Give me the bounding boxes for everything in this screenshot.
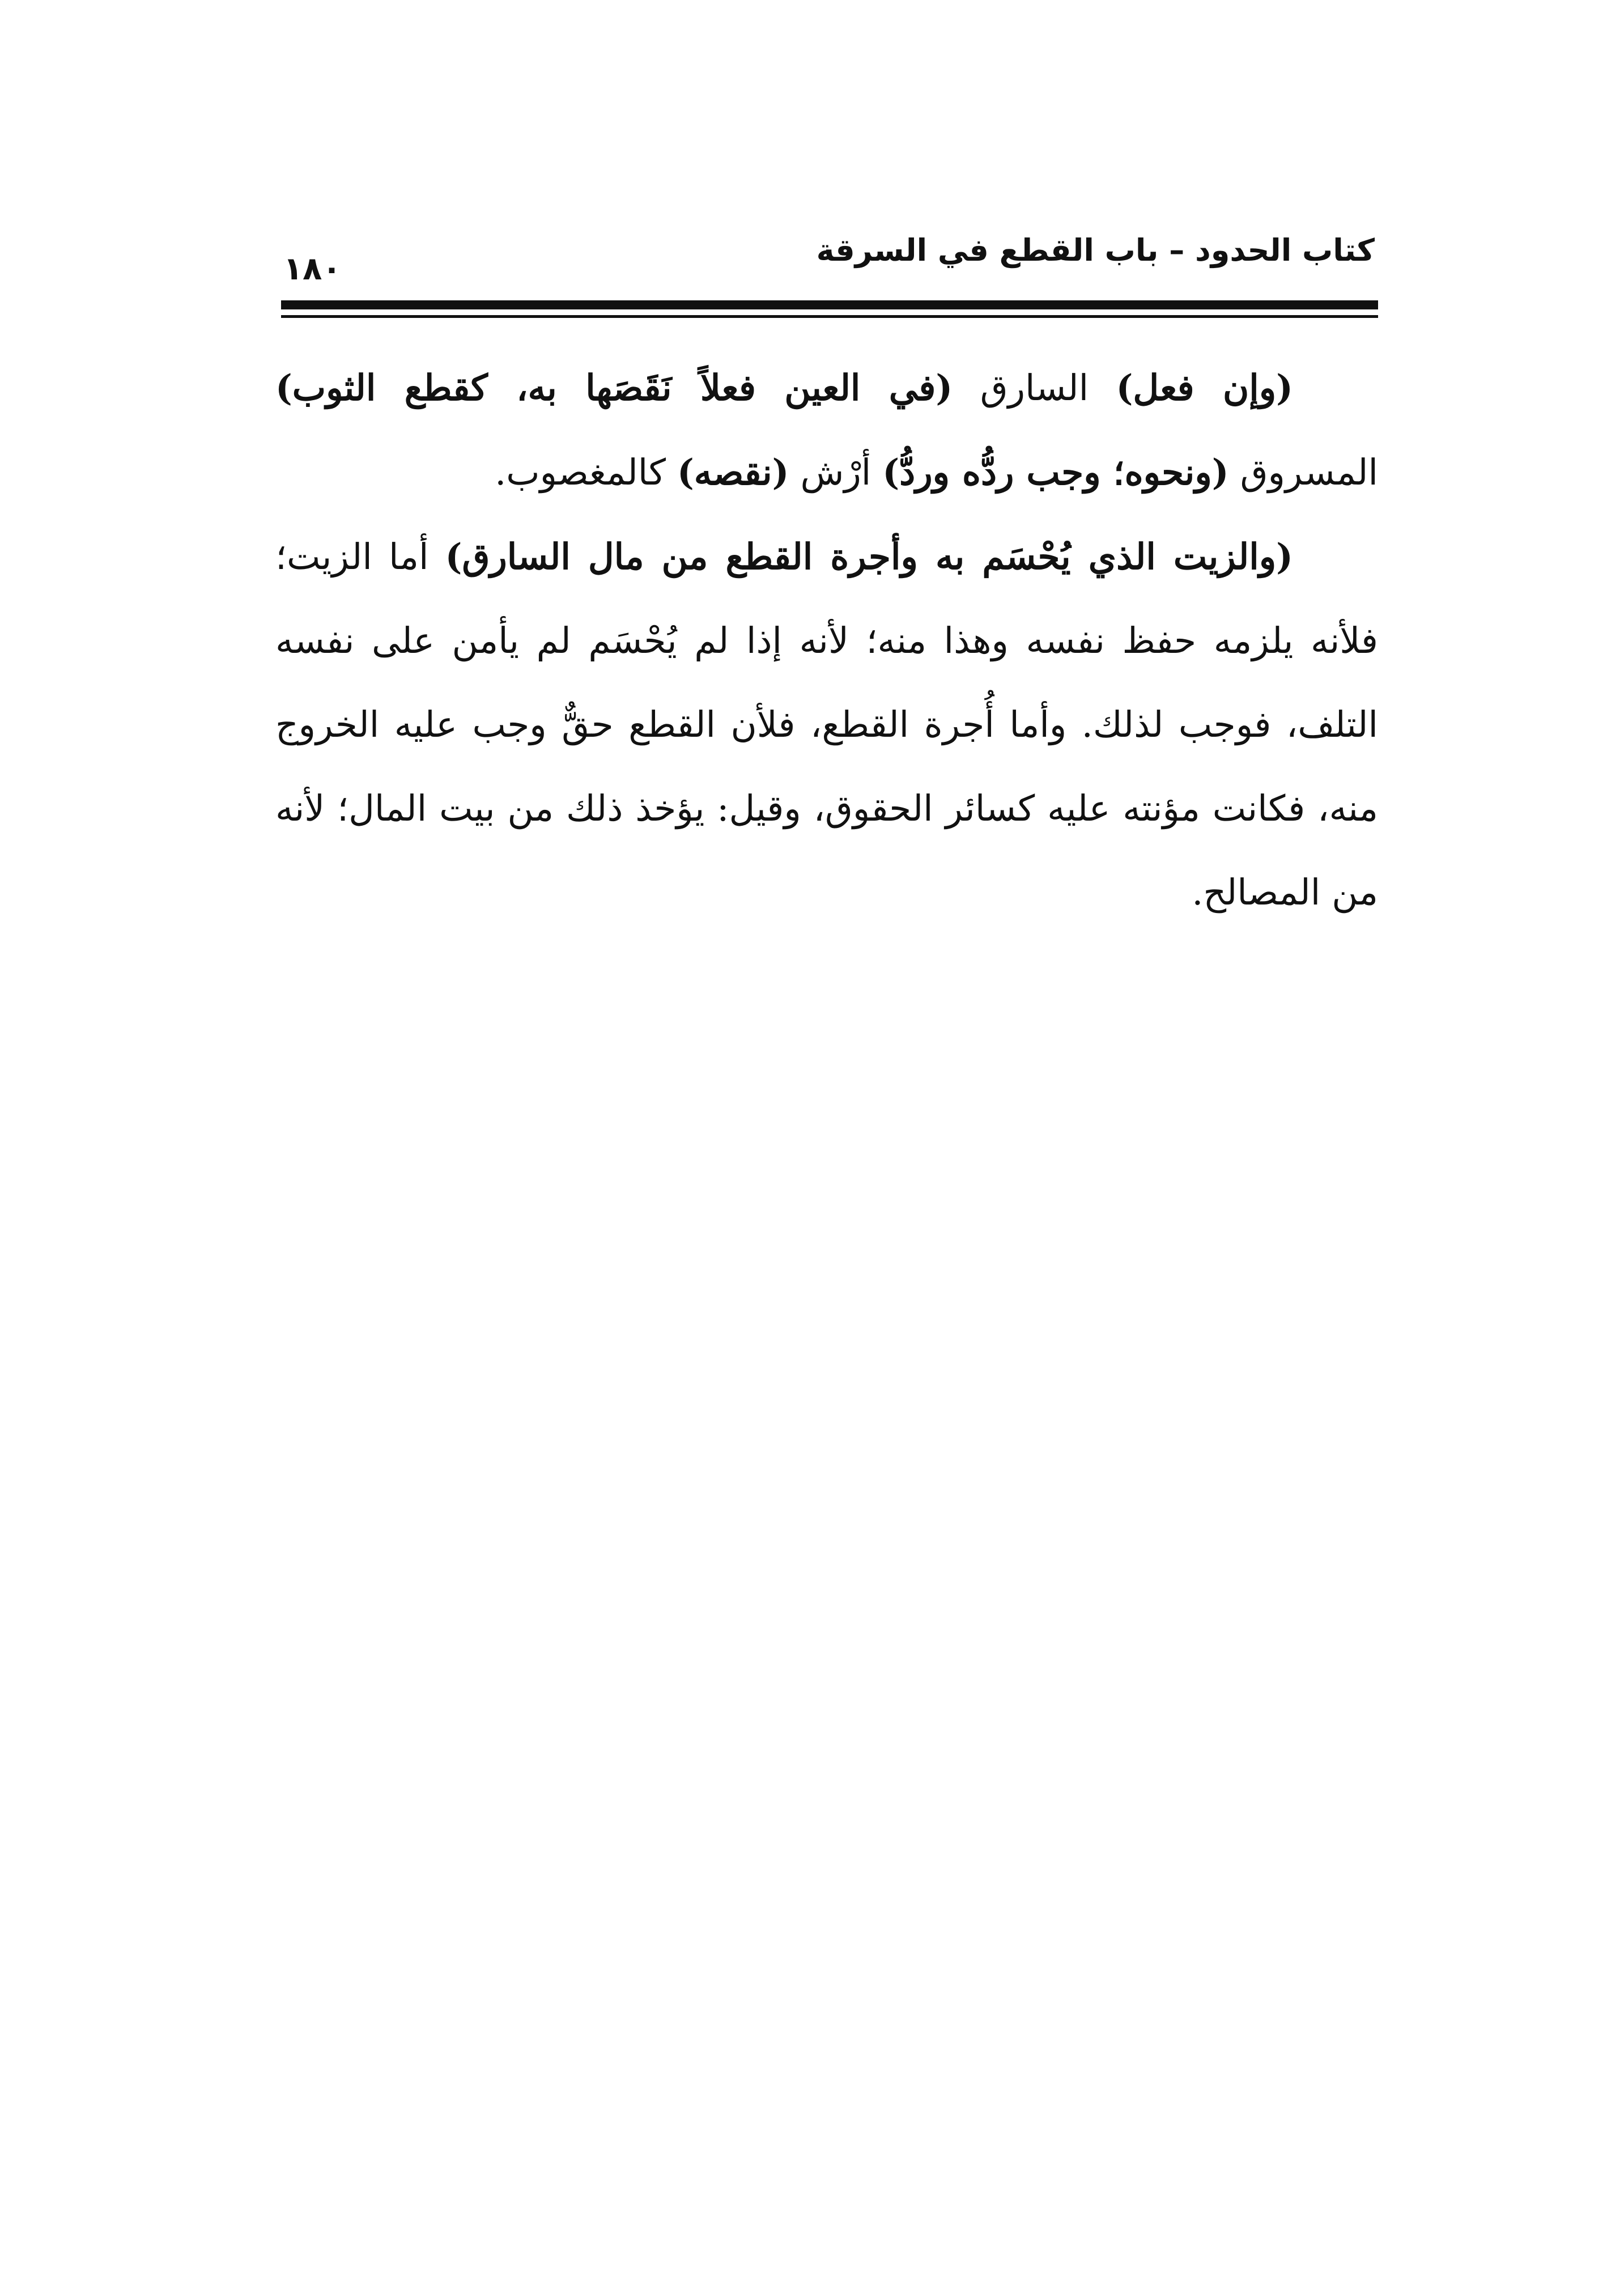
paragraph-1 bbox=[275, 346, 1378, 515]
sharh-segment: أما الزيت؛ فلأنه يلزمه حفظ نفسه وهذا منه؛ لأنه إذا لم يُحْسَم لم يأمن على نفسه التلف، فوجب لذلك. وأما أُجرة القطع، فلأن القطع حقٌّ وجب عليه الخروج منه، فكانت مؤنته عليه كسائر الحقوق، وقيل: يؤخذ ذلك من بيت المال؛ لأنه من المصالح. bbox=[275, 536, 1378, 913]
matn-segment: (نقصه) bbox=[677, 451, 789, 493]
body-text bbox=[275, 346, 1378, 935]
paragraph-2 bbox=[275, 515, 1378, 935]
sharh-segment: السارق bbox=[953, 367, 1116, 409]
matn-segment: (ونحوه؛ وجب ردُّه وردُّ) bbox=[882, 451, 1229, 493]
sharh-segment: كالمغصوب. bbox=[495, 452, 677, 493]
matn-segment: (وإن فعل) bbox=[1116, 367, 1293, 409]
running-title: كتاب الحدود – باب القطع في السرقة bbox=[816, 232, 1375, 268]
sharh-segment: أرْش bbox=[789, 452, 883, 493]
page-number: ١٨٠ bbox=[283, 250, 342, 287]
matn-segment: (والزيت الذي يُحْسَم به وأجرة القطع من مال السارق) bbox=[445, 536, 1293, 578]
header-rule-thin bbox=[281, 315, 1378, 318]
matn-segment: (في العين فعلاً نَقَصَها به، كقطع الثوب) bbox=[275, 367, 953, 409]
sharh-segment: المسروق bbox=[1228, 452, 1378, 493]
header-rule-thick bbox=[281, 300, 1378, 309]
